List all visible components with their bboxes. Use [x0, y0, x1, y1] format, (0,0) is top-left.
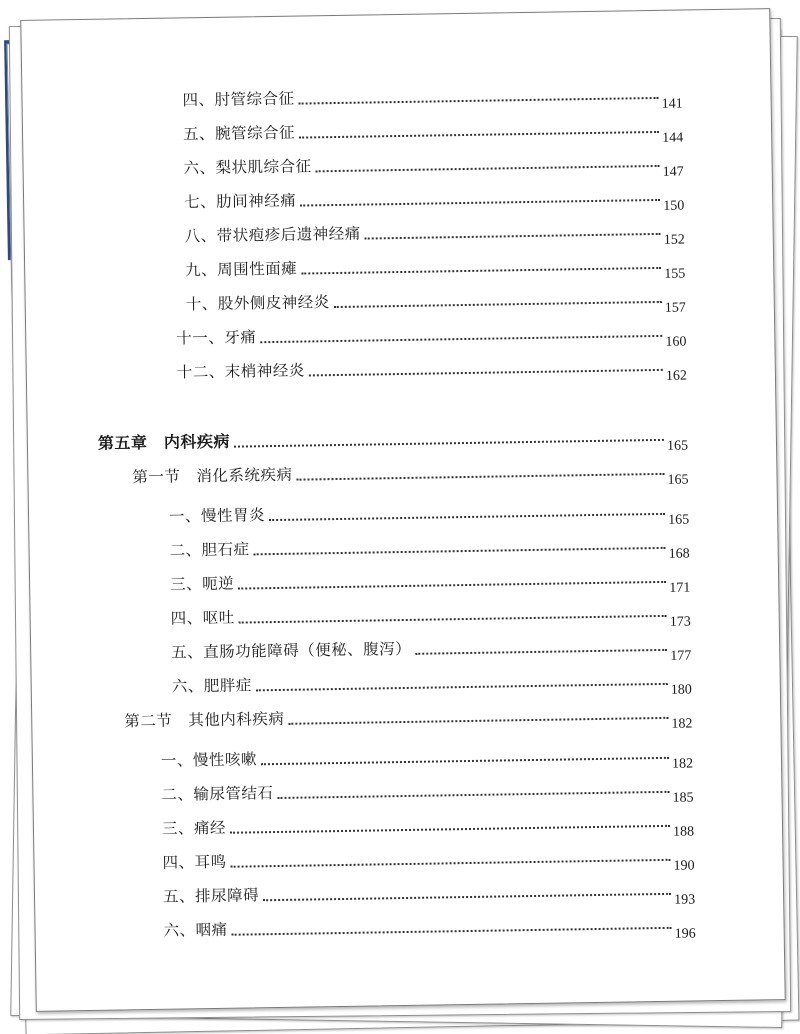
- toc-entry-page: 171: [669, 580, 691, 596]
- toc-entry-page: 160: [665, 334, 687, 350]
- toc-entry: [163, 876, 695, 906]
- toc-entry-page: 188: [672, 824, 695, 840]
- toc-leader: [260, 335, 662, 343]
- toc-entry: [176, 319, 686, 349]
- toc-entry-label: 五、直肠功能障碍（便秘、腹泻）: [171, 639, 412, 662]
- toc-entry-label: 六、咽痛: [163, 920, 228, 940]
- toc-entry-page: 190: [673, 858, 695, 874]
- toc-entry-page: 168: [668, 546, 690, 562]
- toc-entry-label: 六、肥胖症: [171, 676, 252, 696]
- toc-entry: [161, 740, 693, 770]
- toc-leader: [261, 757, 669, 765]
- toc-entry-label: 三、呃逆: [170, 574, 235, 594]
- toc-entry: [177, 353, 687, 383]
- toc-entry: [170, 565, 690, 595]
- toc-leader: [269, 513, 665, 521]
- toc-entry-page: 180: [670, 682, 692, 698]
- toc-chapter-entry: [98, 423, 688, 454]
- toc-section-label: 第一节 消化系统疾病: [132, 465, 293, 487]
- toc-entry: [162, 842, 694, 872]
- toc-entry-label: 三、痛经: [161, 818, 227, 838]
- toc-entry-page: 185: [672, 790, 694, 806]
- toc-entry-label: 五、排尿障碍: [162, 886, 260, 906]
- toc-entry: [161, 774, 693, 804]
- toc-entry-page: 147: [662, 164, 684, 180]
- toc-entry: [172, 666, 692, 696]
- toc-leader: [300, 199, 660, 207]
- toc-entry-page: 150: [663, 198, 685, 214]
- toc-entry-label: 六、梨状肌综合征: [183, 157, 312, 178]
- toc-entry-label: 七、肋间神经痛: [184, 191, 297, 212]
- toc-leader: [299, 131, 659, 139]
- toc-entry-page: 193: [674, 892, 696, 908]
- toc-section-entry: [124, 700, 692, 731]
- toc-entry-label: 五、腕管综合征: [182, 123, 296, 144]
- toc-leader: [239, 615, 667, 624]
- toc-leader: [297, 473, 665, 481]
- toc-entry-page: 141: [661, 96, 683, 112]
- toc-leader: [278, 791, 670, 799]
- toc-entry: [183, 115, 683, 145]
- toc-entry: [182, 81, 682, 111]
- toc-leader: [263, 893, 671, 901]
- toc-entry-page: 162: [665, 368, 688, 384]
- toc-leader: [316, 165, 660, 172]
- toc-entry-page: 177: [670, 648, 692, 664]
- toc-entry-label: 二、输尿管结石: [161, 784, 274, 804]
- toc-entry-page: 165: [666, 438, 689, 454]
- toc-entry: [170, 598, 690, 628]
- toc-leader: [254, 547, 666, 555]
- toc-entry-label: 四、肘管综合征: [182, 89, 295, 110]
- toc-entry: [184, 183, 684, 213]
- toc-leader: [256, 683, 668, 691]
- toc-entry-page: 165: [667, 472, 689, 488]
- toc-entry: [163, 910, 695, 940]
- toc-entry-page: 157: [664, 300, 686, 316]
- toc-entry-page: 182: [671, 716, 693, 732]
- toc-entry-page: 182: [671, 756, 694, 772]
- toc-entry-label: 八、带状疱疹后遗神经痛: [184, 224, 361, 246]
- toc-entry-label: 一、慢性咳嗽: [160, 750, 258, 770]
- table-of-contents: [21, 9, 784, 1011]
- toc-entry: [171, 632, 691, 662]
- toc-entry: [169, 497, 689, 527]
- toc-entry-page: 165: [668, 512, 690, 528]
- toc-entry-page: 152: [663, 232, 685, 248]
- toc-entry: [185, 251, 685, 281]
- toc-entry-label: 九、周围性面瘫: [185, 259, 298, 280]
- toc-entry-label: 一、慢性胃炎: [168, 506, 266, 526]
- toc-entry: [162, 808, 694, 838]
- toc-leader: [231, 859, 671, 868]
- toc-entry-label: 四、耳鸣: [162, 852, 227, 872]
- toc-section-label: 第二节 其他内科疾病: [124, 709, 285, 731]
- toc-entry-page: 173: [669, 614, 691, 630]
- toc-entry-label: 十一、牙痛: [176, 328, 257, 348]
- toc-leader: [288, 717, 668, 725]
- toc-entry: [169, 531, 689, 561]
- toc-leader: [234, 439, 664, 448]
- toc-entry-label: 二、胆石症: [169, 540, 250, 560]
- toc-section-entry: [132, 457, 688, 488]
- toc-entry-page: 196: [674, 926, 696, 942]
- toc-page: [20, 8, 785, 1012]
- toc-entry-page: 144: [662, 130, 684, 146]
- toc-leader: [415, 649, 667, 655]
- toc-leader: [232, 927, 672, 936]
- toc-leader: [309, 369, 663, 377]
- toc-entry-page: 155: [664, 266, 686, 282]
- toc-entry: [186, 285, 686, 315]
- toc-entry-label: 十、股外侧皮神经炎: [185, 293, 330, 314]
- toc-leader: [299, 97, 659, 105]
- toc-leader: [365, 233, 661, 240]
- toc-entry-label: 四、呕吐: [170, 608, 235, 628]
- toc-entry-label: 十二、末梢神经炎: [176, 361, 305, 382]
- toc-entry: [184, 217, 684, 247]
- toc-leader: [334, 301, 662, 308]
- toc-entry: [183, 149, 683, 179]
- toc-chapter-label: 第五章 内科疾病: [97, 431, 231, 453]
- toc-leader: [238, 581, 666, 590]
- toc-leader: [230, 825, 670, 834]
- toc-leader: [301, 267, 661, 275]
